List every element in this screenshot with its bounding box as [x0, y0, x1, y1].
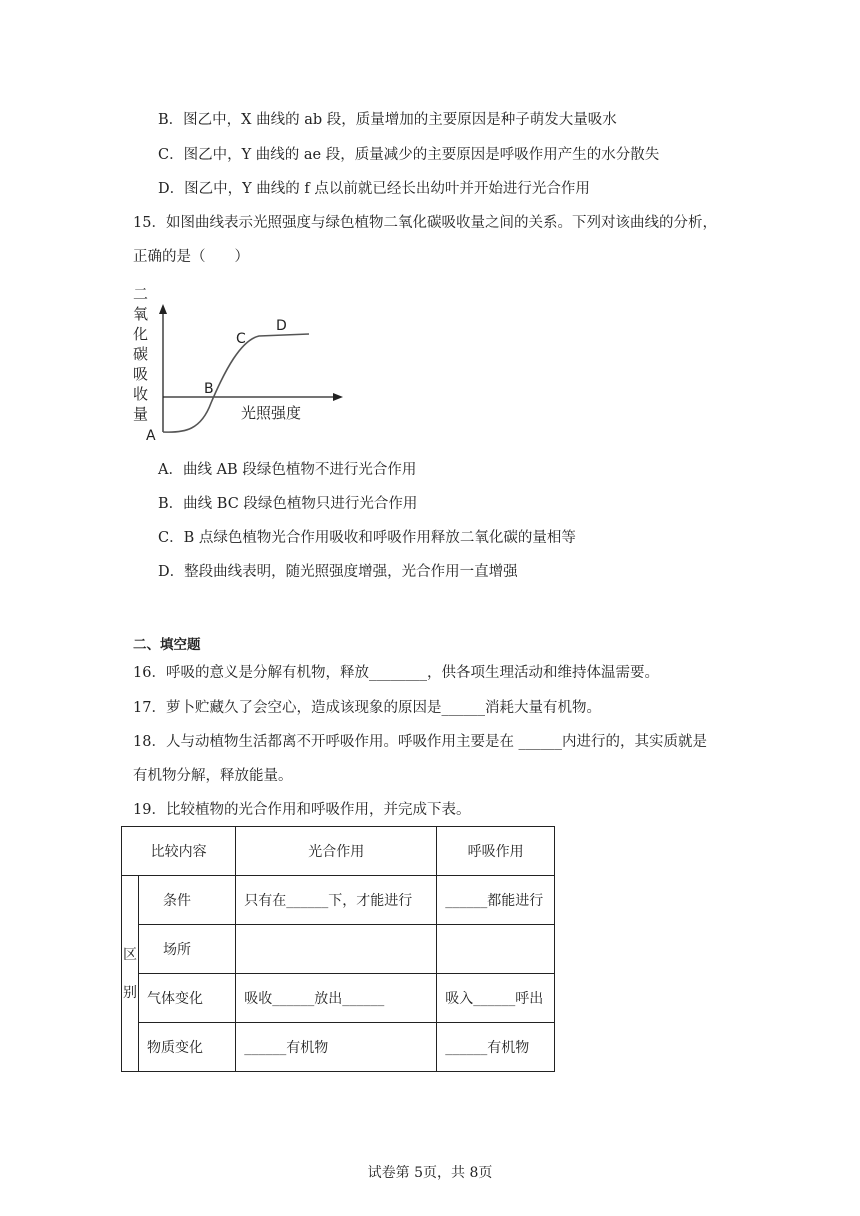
section-title: 二、填空题 [133, 637, 201, 653]
cell-photosynthesis [236, 925, 437, 974]
cell-respiration: ______都能进行 [437, 876, 555, 925]
cell-respiration [437, 925, 555, 974]
header-compare: 比较内容 [122, 827, 236, 876]
option-15c: C．B 点绿色植物光合作用吸收和呼吸作用释放二氧化碳的量相等 [158, 530, 576, 546]
group-label-char: 区 [123, 946, 137, 963]
co2-light-curve-figure [125, 280, 355, 445]
cell-photosynthesis: ______有机物 [236, 1023, 437, 1072]
y-axis-label [133, 285, 148, 423]
table-header-row [122, 827, 555, 876]
ylabel-char-2: 化 [133, 325, 149, 343]
ylabel-char-1: 氧 [133, 305, 149, 323]
point-a-label: A [146, 428, 156, 444]
header-respiration: 呼吸作用 [437, 827, 555, 876]
header-photosynthesis: 光合作用 [236, 827, 437, 876]
page-footer: 试卷第 5页，共 8页 [367, 1165, 493, 1181]
group-label-difference [122, 876, 139, 1072]
ylabel-char-6: 量 [133, 405, 149, 423]
question-16: 16．呼吸的意义是分解有机物，释放________，供各项生理活动和维持体温需要。 [133, 665, 659, 681]
cell-respiration: ______有机物 [437, 1023, 555, 1072]
point-b-label: B [204, 381, 214, 397]
ylabel-char-4: 吸 [133, 365, 149, 383]
cell-respiration: 吸入______呼出 [437, 974, 555, 1023]
option-15b: B．曲线 BC 段绿色植物只进行光合作用 [158, 496, 418, 512]
option-15a: A．曲线 AB 段绿色植物不进行光合作用 [158, 462, 417, 478]
cell-photosynthesis: 吸收______放出______ [236, 974, 437, 1023]
option-14c: C．图乙中，Y 曲线的 ae 段，质量减少的主要原因是呼吸作用产生的水分散失 [158, 147, 660, 163]
x-axis-arrow [333, 393, 343, 401]
comparison-table [121, 826, 555, 1072]
table-row [122, 925, 555, 974]
option-15d: D．整段曲线表明，随光照强度增强，光合作用一直增强 [158, 564, 518, 580]
y-axis-arrow [159, 304, 167, 314]
ylabel-char-0: 二 [133, 285, 149, 303]
option-14b: B．图乙中，X 曲线的 ab 段，质量增加的主要原因是种子萌发大量吸水 [158, 112, 617, 128]
table-row [122, 876, 555, 925]
point-d-label: D [276, 318, 287, 334]
option-14d: D．图乙中，Y 曲线的 f 点以前就已经长出幼叶并开始进行光合作用 [158, 181, 590, 197]
question-18: 18．人与动植物生活都离不开呼吸作用。呼吸作用主要是在 ______内进行的，其实质就是 [133, 734, 708, 750]
question-18-cont: 有机物分解，释放能量。 [133, 768, 293, 784]
table-row [122, 1023, 555, 1072]
question-15-stem: 15．如图曲线表示光照强度与绿色植物二氧化碳吸收量之间的关系。下列对该曲线的分析， [133, 215, 717, 231]
row-label: 物质变化 [139, 1023, 236, 1072]
row-label: 条件 [139, 876, 236, 925]
ylabel-char-3: 碳 [133, 345, 149, 363]
xlabel: 光照强度 [241, 404, 302, 422]
point-c-label: C [236, 331, 246, 347]
row-label: 气体变化 [139, 974, 236, 1023]
question-17: 17．萝卜贮藏久了会空心，造成该现象的原因是______消耗大量有机物。 [133, 700, 601, 716]
group-label-char: 别 [123, 984, 137, 1001]
cell-photosynthesis: 只有在______下，才能进行 [236, 876, 437, 925]
question-19: 19．比较植物的光合作用和呼吸作用，并完成下表。 [133, 802, 471, 818]
ylabel-char-5: 收 [133, 385, 149, 403]
question-15-stem-cont: 正确的是（ ） [133, 249, 249, 265]
table-row [122, 974, 555, 1023]
row-label: 场所 [139, 925, 236, 974]
